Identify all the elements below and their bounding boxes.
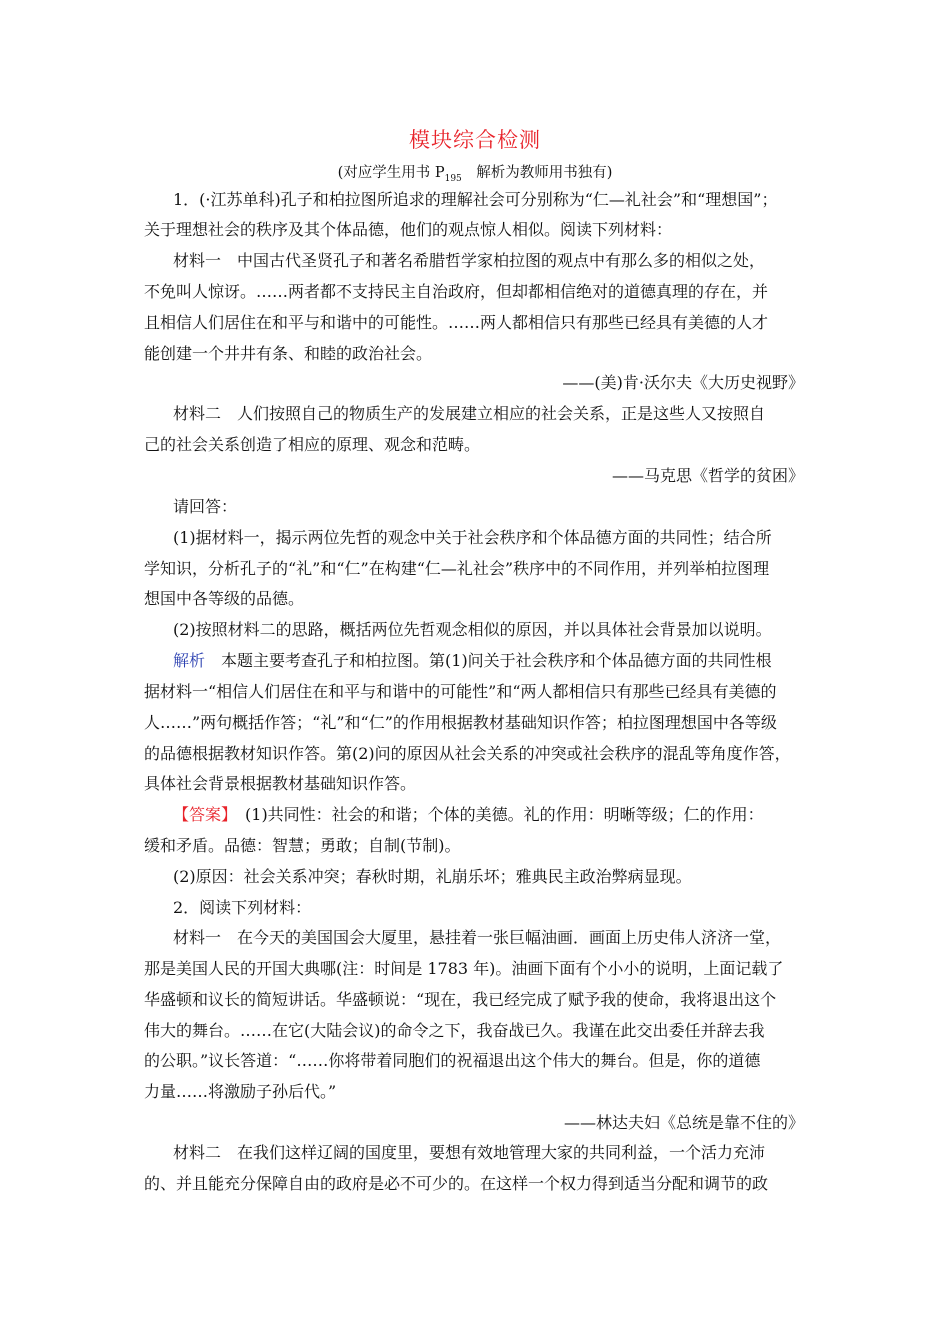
material-line: 力量……将激励子孙后代。” <box>144 1082 337 1101</box>
answer-line: (2)原因：社会关系冲突；春秋时期，礼崩乐坏；雅典民主政治弊病显现。 <box>173 867 692 886</box>
analysis-label: 解析 <box>173 651 206 670</box>
answer-line <box>173 805 764 825</box>
question-2-line: 2．阅读下列材料： <box>173 898 312 917</box>
answer-text: (1)共同性：社会的和谐；个体的美德。礼的作用：明晰等级；仁的作用： <box>229 805 764 824</box>
material-line: 伟大的舞台。……在它(大陆会议)的命令之下，我奋战已久。我谨在此交出委任并辞去我 <box>144 1021 765 1040</box>
material-line: 己的社会关系创造了相应的原理、观念和范畴。 <box>144 435 481 454</box>
material-line: 那是美国人民的开国大典哪(注：时间是 1783 年)。油画下面有个小小的说明，上面记载了 <box>144 959 784 978</box>
material-line: 的公职。”议长答道：“……你将带着同胞们的祝福退出这个伟大的舞台。但是，你的道德 <box>144 1051 761 1070</box>
material-line: 材料二 人们按照自己的物质生产的发展建立相应的社会关系，正是这些人又按照自 <box>173 404 766 423</box>
sub-question-line: (1)据材料一，揭示两位先哲的观念中关于社会秩序和个体品德方面的共同性；结合所 <box>173 528 772 547</box>
question-prompt: 请回答： <box>173 497 238 516</box>
answer-label: 【答案】 <box>173 805 230 824</box>
source-citation: ——(美)肯·沃尔夫《大历史视野》 <box>562 373 804 392</box>
sub-question-line: (2)按照材料二的思路，概括两位先哲观念相似的原因，并以具体社会背景加以说明。 <box>173 620 772 639</box>
material-line: 的、并且能充分保障自由的政府是必不可少的。在这样一个权力得到适当分配和调节的政 <box>144 1174 769 1193</box>
analysis-line: 具体社会背景根据教材基础知识作答。 <box>144 774 417 793</box>
analysis-line <box>173 651 772 671</box>
answer-line: 缓和矛盾。品德：智慧；勇敢；自制(节制)。 <box>144 836 461 855</box>
material-line: 且相信人们居住在和平与和谐中的可能性。……两人都相信只有那些已经具有美德的人才 <box>144 313 769 332</box>
source-citation: ——马克思《哲学的贫困》 <box>611 466 804 485</box>
subtitle-note: 解析为教师用书独有) <box>461 165 613 181</box>
subtitle-text: (对应学生用书 P <box>337 165 445 181</box>
page-subtitle <box>0 161 950 184</box>
material-line: 不免叫人惊讶。……两者都不支持民主自治政府，但却都相信绝对的道德真理的存在，并 <box>144 282 769 301</box>
material-line: 能创建一个井井有条、和睦的政治社会。 <box>144 344 433 363</box>
analysis-text: 本题主要考查孔子和柏拉图。第(1)问关于社会秩序和个体品德方面的共同性根 <box>205 651 772 670</box>
source-citation: ——林达夫妇《总统是靠不住的》 <box>563 1113 804 1132</box>
page-title: 模块综合检测 <box>409 128 541 152</box>
material-line: 材料二 在我们这样辽阔的国度里，要想有效地管理大家的共同利益，一个活力充沛 <box>173 1143 766 1162</box>
analysis-line: 据材料一“相信人们居住在和平与和谐中的可能性”和“两人都相信只有那些已经具有美德的 <box>144 682 777 701</box>
analysis-line: 的品德根据教材知识作答。第(2)问的原因从社会关系的冲突或社会秩序的混乱等角度作答， <box>144 744 791 763</box>
material-line: 华盛顿和议长的简短讲话。华盛顿说：“现在，我已经完成了赋予我的使命，我将退出这个 <box>144 990 777 1009</box>
analysis-line: 人……”两句概括作答；“礼”和“仁”的作用根据教材基础知识作答；柏拉图理想国中各等级 <box>144 713 777 732</box>
question-1-line: 1．(·江苏单科)孔子和柏拉图所追求的理解社会可分别称为“仁—礼社会”和“理想国”； <box>173 190 778 209</box>
material-line: 材料一 中国古代圣贤孔子和著名希腊哲学家柏拉图的观点中有那么多的相似之处， <box>173 251 766 270</box>
page-number-sub: 195 <box>444 173 462 184</box>
material-line: 材料一 在今天的美国国会大厦里，悬挂着一张巨幅油画．画面上历史伟人济济一堂， <box>173 928 782 947</box>
sub-question-line: 想国中各等级的品德。 <box>144 589 305 608</box>
sub-question-line: 学知识，分析孔子的“礼”和“仁”在构建“仁—礼社会”秩序中的不同作用，并列举柏拉图理 <box>144 559 770 578</box>
question-1-line: 关于理想社会的秩序及其个体品德，他们的观点惊人相似。阅读下列材料： <box>144 220 673 239</box>
